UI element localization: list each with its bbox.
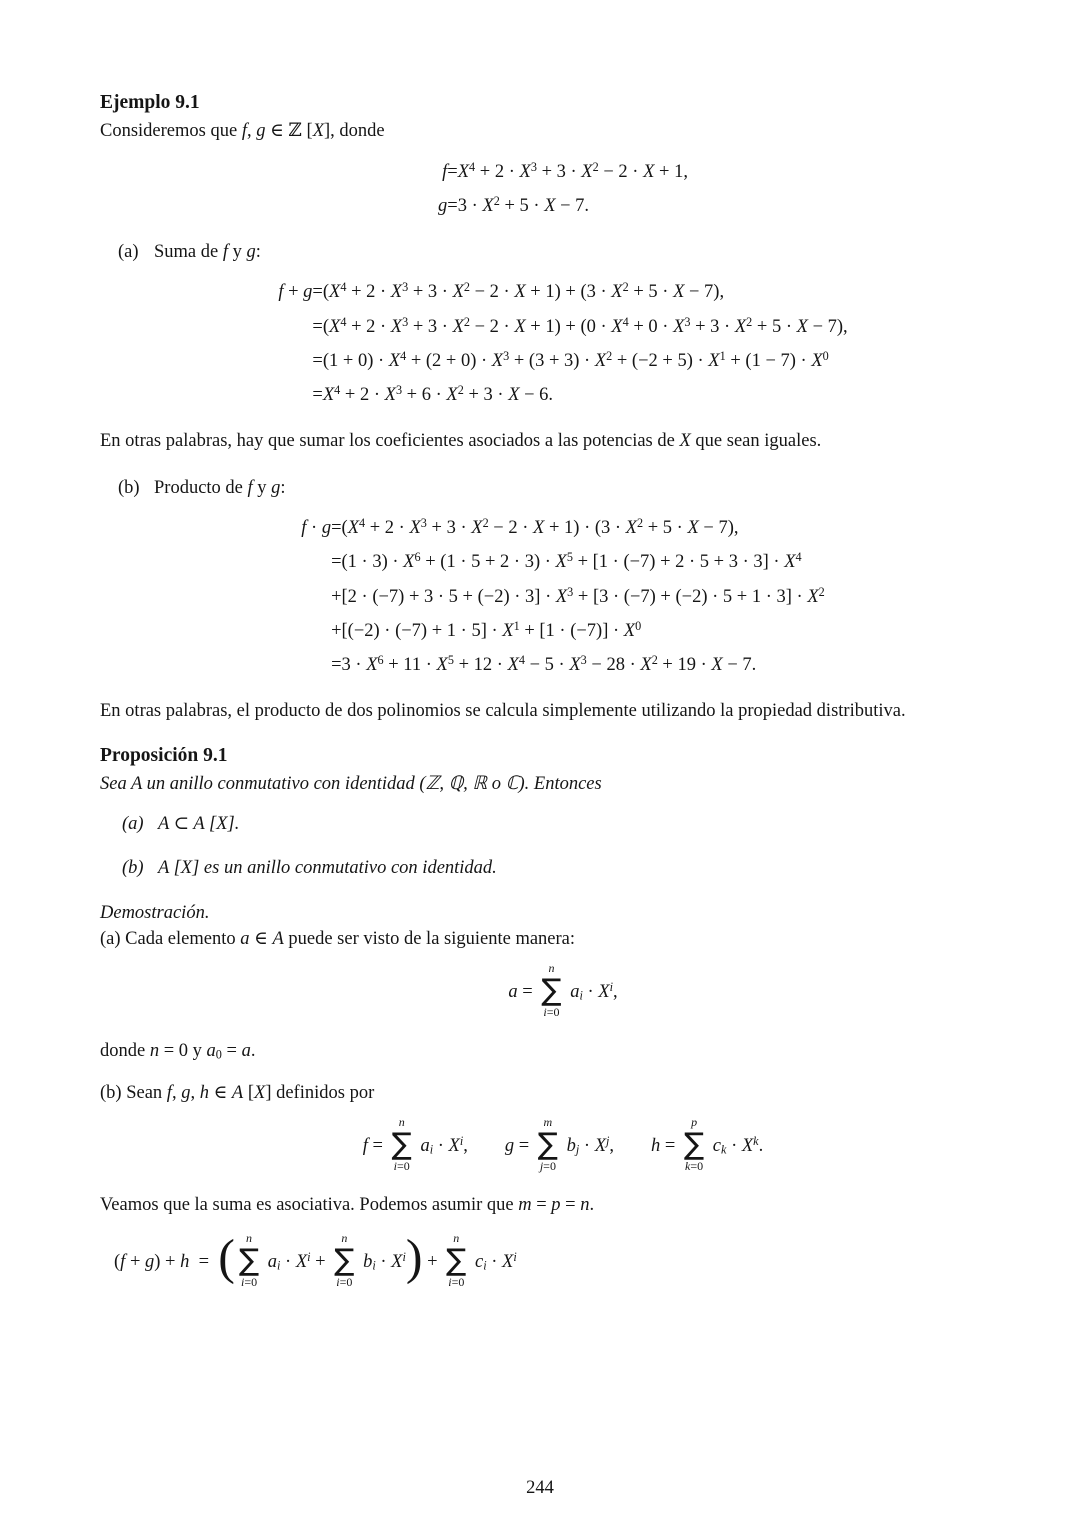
example-intro: Consideremos que f, g ∈ ℤ [X], donde <box>100 121 385 142</box>
proposition-item-a <box>122 811 1026 837</box>
equation-row <box>301 648 824 682</box>
eq-lhs <box>278 310 312 344</box>
proof-label: Demostración. <box>100 902 210 923</box>
note-product: En otras palabras, el producto de dos polinomios se calcula simplemente utilizando la propiedad distributiva. <box>100 701 906 722</box>
summation-operator: n ∑ i=0 <box>238 1231 260 1290</box>
equation-addition <box>278 275 847 412</box>
summation-operator: m ∑ j=0 <box>537 1115 558 1174</box>
eq-lhs <box>301 648 331 682</box>
item-b-label: (b) <box>118 477 140 498</box>
eq-rel: = <box>447 161 458 182</box>
eq-rhs: $X^4 + 2 \cdot X^3 + 3 \cdot X^2 - 2 \cdot X + 1$, <box>457 159 688 182</box>
eq-rhs: $[2 \cdot (-7) + 3 \cdot 5 + (-2) \cdot 3] \cdot X^3 + [3 \cdot (-7) + (-2) \cdot 5 + 1 \cdot 3] \cdot X^2$ <box>341 584 825 607</box>
big-paren: ) <box>405 1228 423 1285</box>
eq-rel: = <box>447 195 458 216</box>
eq-rel: = <box>331 518 342 538</box>
eq-rel: + <box>331 586 342 607</box>
eq-rhs: $(X^4 + 2 \cdot X^3 + 3 \cdot X^2 - 2 \cdot X + 1) \cdot (3 \cdot X^2 + 5 \cdot X - 7)$, <box>341 515 739 538</box>
eq-rhs: $3 \cdot X^2 + 5 \cdot X - 7$. <box>457 193 590 216</box>
proof-donde: donde n = 0 y $a_0 = a$. <box>100 1040 256 1062</box>
proposition-item-b <box>122 855 1026 881</box>
proposition-item-a-text: A ⊂ A [X]. <box>158 814 240 835</box>
page-footer <box>0 1475 1080 1501</box>
equation-row <box>301 511 824 545</box>
eq-lhs: f · g <box>301 518 332 538</box>
equation-fg-definitions <box>438 155 688 224</box>
proposition-item-b-label: (b) <box>122 858 144 879</box>
summation-operator: p ∑ k=0 <box>683 1115 705 1174</box>
eq-lhs: f <box>442 161 448 182</box>
eq-lhs <box>301 614 331 648</box>
example-section <box>100 90 1026 725</box>
eq-rhs: $(X^4 + 2 \cdot X^3 + 3 \cdot X^2 - 2 \cdot X + 1) + (0 \cdot X^4 + 0 \cdot X^3 + 3 \cdot X^2 + 5 \cdot X - 7)$, <box>322 314 848 337</box>
eq-rhs: $X^4 + 2 \cdot X^3 + 6 \cdot X^2 + 3 \cdot X - 6$. <box>322 383 554 406</box>
eq-lhs <box>301 545 331 579</box>
eq-rhs: $(X^4 + 2 \cdot X^3 + 3 \cdot X^2 - 2 \cdot X + 1) + (3 \cdot X^2 + 5 \cdot X - 7)$, <box>322 280 725 303</box>
eq-rel: = <box>331 655 342 676</box>
equation-row <box>278 344 847 378</box>
equation-row <box>301 545 824 579</box>
proposition-intro: Sea A un anillo conmutativo con identidad (ℤ, ℚ, ℝ o ℂ). Entonces <box>100 773 602 794</box>
proof-veamos: Veamos que la suma es asociativa. Podemos asumir que m = p = n. <box>100 1194 595 1215</box>
eq-rhs: $(1 + 0) \cdot X^4 + (2 + 0) \cdot X^3 + (3 + 3) \cdot X^2 + (-2 + 5) \cdot X^1 + (1 - 7) \cdot X^0$ <box>322 348 829 371</box>
summation-operator: n ∑ i=0 <box>391 1115 412 1174</box>
big-paren: ( <box>218 1228 235 1285</box>
eq-rel: = <box>331 552 342 573</box>
equation-product <box>301 511 824 682</box>
equation-fgh-definitions: f = n ∑ i=0 $a_i \cdot X^i$, g = m ∑ j=0 $b_j \cdot X^j$, h = p ∑ k=0 $c_k \cdot X^k$. <box>362 1115 764 1174</box>
eq-rhs: $3 \cdot X^6 + 11 \cdot X^5 + 12 \cdot X^4 - 5 \cdot X^3 - 28 \cdot X^2 + 19 \cdot X - 7$. <box>341 652 757 676</box>
item-b-title: Producto de f y g: <box>154 477 286 498</box>
eq-rel: = <box>312 316 323 337</box>
proposition-section <box>100 743 1026 882</box>
proposition-item-b-text: A [X] es un anillo conmutativo con identidad. <box>158 858 497 879</box>
equation-row <box>301 580 824 614</box>
eq-lhs <box>278 344 312 378</box>
summation-operator: n ∑ i=0 <box>446 1231 467 1290</box>
eq-lhs <box>278 378 312 412</box>
item-a-label: (a) <box>118 242 139 263</box>
equation-row <box>278 310 847 344</box>
proposition-item-a-label: (a) <box>122 814 144 835</box>
proof-part-a: (a) Cada elemento a ∈ A puede ser visto de la siguiente manera: <box>100 929 576 949</box>
eq-rel: = <box>312 385 323 406</box>
eq-rel: = <box>312 350 323 371</box>
equation-associativity: (f + g) + h = ( n ∑ i=0 $a_i \cdot X^i$ + n ∑ i=0 $b_i \cdot X^i$) + n ∑ i=0 $c_i \cdot X^i$ <box>114 1228 517 1290</box>
list-item-b <box>118 475 1026 501</box>
page-number: 244 <box>526 1477 554 1498</box>
example-heading: Ejemplo 9.1 <box>100 92 200 113</box>
eq-rel: = <box>312 282 323 303</box>
proof-section <box>100 900 1026 1292</box>
equation-row <box>278 275 847 309</box>
equation-row <box>438 155 688 189</box>
eq-rhs: $(1 \cdot 3) \cdot X^6 + (1 \cdot 5 + 2 \cdot 3) \cdot X^5 + [1 \cdot (-7) + 2 \cdot 5 + 3 \cdot 3] \cdot X^4$ <box>341 550 802 573</box>
eq-lhs: g <box>438 195 448 216</box>
eq-lhs: f + g <box>278 282 313 303</box>
equation-row <box>438 189 688 223</box>
equation-row <box>278 378 847 412</box>
eq-rel: + <box>331 620 342 641</box>
item-a-title: Suma de f y g: <box>154 242 261 263</box>
equation-element-sum: a = n ∑ i=0 $a_i \cdot X^i$, <box>508 961 618 1020</box>
note-addition: En otras palabras, hay que sumar los coeficientes asociados a las potencias de X que sean iguales. <box>100 431 822 452</box>
equation-row <box>301 614 824 648</box>
summation-operator: n ∑ i=0 <box>334 1231 355 1290</box>
summation-operator: n ∑ i=0 <box>541 961 562 1020</box>
list-item-a <box>118 239 1026 265</box>
proof-part-b: (b) Sean f, g, h ∈ A [X] definidos por <box>100 1083 375 1104</box>
proposition-heading: Proposición 9.1 <box>100 744 228 766</box>
eq-rhs: $[(-2) \cdot (-7) + 1 \cdot 5] \cdot X^1 + [1 \cdot (-7)] \cdot X^0$ <box>341 618 642 641</box>
eq-lhs <box>301 580 331 614</box>
